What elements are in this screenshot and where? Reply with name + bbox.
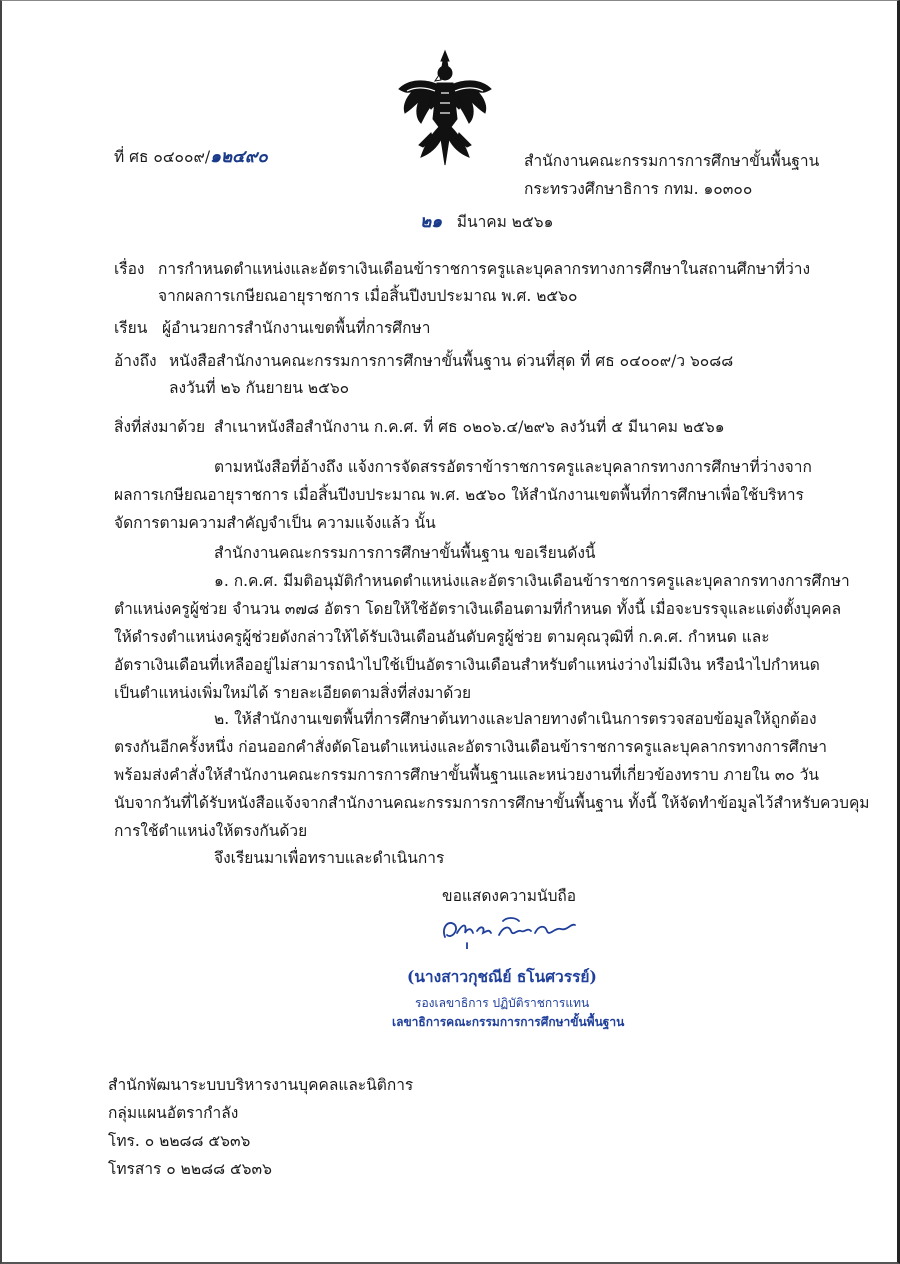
item-1-line: ให้ดำรงตำแหน่งครูผู้ช่วยดังกล่าวให้ได้รับเงินเดือนอันดับครูผู้ช่วย ตามคุณวุฒิที่ ก.ค.ศ. กำหนด และ <box>114 628 770 646</box>
enclosure-value: สำเนาหนังสือสำนักงาน ก.ค.ศ. ที่ ศธ ๐๒๐๖.๔/๒๙๖ ลงวันที่ ๕ มีนาคม ๒๕๖๑ <box>214 418 725 436</box>
handwritten-signature <box>437 909 597 949</box>
item-2 <box>114 705 870 845</box>
subject-line-2: จากผลการเกษียณอายุราชการ เมื่อสิ้นปีงบประมาณ พ.ศ. ๒๕๖๐ <box>158 287 578 305</box>
document-number-prefix: ที่ ศธ ๐๔๐๐๙/ <box>114 148 211 166</box>
enclosure-label: สิ่งที่ส่งมาด้วย <box>114 418 206 436</box>
sender-organization: สำนักงานคณะกรรมการการศึกษาขั้นพื้นฐาน <box>524 152 820 170</box>
item-1-line: เป็นตำแหน่งเพิ่มใหม่ได้ รายละเอียดตามสิ่งที่ส่งมาด้วย <box>114 684 472 702</box>
footer-contact <box>108 1071 413 1183</box>
footer-department: สำนักพัฒนาระบบบริหารงานบุคคลและนิติการ <box>108 1076 414 1094</box>
paragraph-statement <box>214 539 596 567</box>
footer-phone: โทร. ๐ ๒๒๘๘ ๕๖๓๖ <box>108 1132 251 1150</box>
paragraph-intro <box>114 453 814 537</box>
item-2-line: ตรงกันอีกครั้งหนึ่ง ก่อนออกคำสั่งตัดโอนตำแหน่งและอัตราเงินเดือนข้าราชการครูและบุคลากรทางการศึกษา <box>114 738 827 756</box>
closing-request: จึงเรียนมาเพื่อทราบและดำเนินการ <box>214 849 445 867</box>
document-number-handwritten: ๑๒๔๙๐ <box>210 147 268 167</box>
item-1-line: ตำแหน่งครูผู้ช่วย จำนวน ๓๗๘ อัตรา โดยให้ใช้อัตราเงินเดือนตามที่กำหนด ทั้งนี้ เมื่อจะบรรจุและแต่งตั้งบุคคล <box>114 600 842 618</box>
to-value: ผู้อำนวยการสำนักงานเขตพื้นที่การศึกษา <box>162 319 431 337</box>
subject-label: เรื่อง <box>114 260 145 278</box>
footer-fax: โทรสาร ๐ ๒๒๘๘ ๕๖๓๖ <box>108 1160 272 1178</box>
reference-line-2: ลงวันที่ ๒๖ กันยายน ๒๕๖๐ <box>169 379 350 397</box>
item-1 <box>114 567 850 707</box>
signatory-title-1: รองเลขาธิการ ปฏิบัติราชการแทน <box>415 996 590 1010</box>
subject-line-1: การกำหนดตำแหน่งและอัตราเงินเดือนข้าราชการครูและบุคลากรทางการศึกษาในสถานศึกษาที่ว่าง <box>158 260 811 278</box>
reference-line-1: หนังสือสำนักงานคณะกรรมการการศึกษาขั้นพื้นฐาน ด่วนที่สุด ที่ ศธ ๐๔๐๐๙/ว ๖๐๘๘ <box>169 352 734 370</box>
item-1-line: ๑. ก.ค.ศ. มีมติอนุมัติกำหนดตำแหน่งและอัตราเงินเดือนข้าราชการครูและบุคลากรทางการศึกษา <box>214 572 850 590</box>
paragraph-statement-line: สำนักงานคณะกรรมการการศึกษาขั้นพื้นฐาน ขอเรียนดังนี้ <box>214 544 596 562</box>
item-2-line: ๒. ให้สำนักงานเขตพื้นที่การศึกษาต้นทางและปลายทางดำเนินการตรวจสอบข้อมูลให้ถูกต้อง <box>214 710 817 728</box>
paragraph-intro-line: ตามหนังสือที่อ้างถึง แจ้งการจัดสรรอัตราข้าราชการครูและบุคลากรทางการศึกษาที่ว่างจาก <box>214 458 812 476</box>
item-2-line: การใช้ตำแหน่งให้ตรงกันด้วย <box>114 822 308 840</box>
closing-regards: ขอแสดงความนับถือ <box>442 887 577 905</box>
item-1-line: อัตราเงินเดือนที่เหลืออยู่ไม่สามารถนำไปใช้เป็นอัตราเงินเดือนสำหรับตำแหน่งว่างไม่มีเงิน หรือนำไปกำหนด <box>114 656 820 674</box>
document-date <box>420 212 553 232</box>
footer-group: กลุ่มแผนอัตรากำลัง <box>108 1104 239 1122</box>
paragraph-intro-line: จัดการตามความสำคัญจำเป็น ความแจ้งแล้ว นั้น <box>114 514 436 532</box>
reference-label: อ้างถึง <box>114 352 157 370</box>
document-number <box>114 147 268 167</box>
garuda-emblem-icon <box>395 49 495 169</box>
date-month-year: มีนาคม ๒๕๖๑ <box>456 213 554 231</box>
to-label: เรียน <box>114 319 148 337</box>
sender-address: กระทรวงศึกษาธิการ กทม. ๑๐๓๐๐ <box>524 180 753 198</box>
signatory-title-2: เลขาธิการคณะกรรมการการศึกษาขั้นพื้นฐาน <box>392 1015 625 1029</box>
signatory-name: (นางสาวกุชณีย์ ธโนศวรรย์) <box>407 967 597 986</box>
item-2-line: พร้อมส่งคำสั่งให้สำนักงานคณะกรรมการการศึกษาขั้นพื้นฐานและหน่วยงานที่เกี่ยวข้องทราบ ภายใน ๓๐ วัน <box>114 766 819 784</box>
date-day-handwritten: ๒๑ <box>420 212 442 232</box>
item-2-line: นับจากวันที่ได้รับหนังสือแจ้งจากสำนักงานคณะกรรมการการศึกษาขั้นพื้นฐาน ทั้งนี้ ให้จัดทำข้อมูลไว้สำหรับควบคุม <box>114 794 870 812</box>
paragraph-intro-line: ผลการเกษียณอายุราชการ เมื่อสิ้นปีงบประมาณ พ.ศ. ๒๕๖๐ ให้สำนักงานเขตพื้นที่การศึกษาเพื่อใช้บริหาร <box>114 486 804 504</box>
